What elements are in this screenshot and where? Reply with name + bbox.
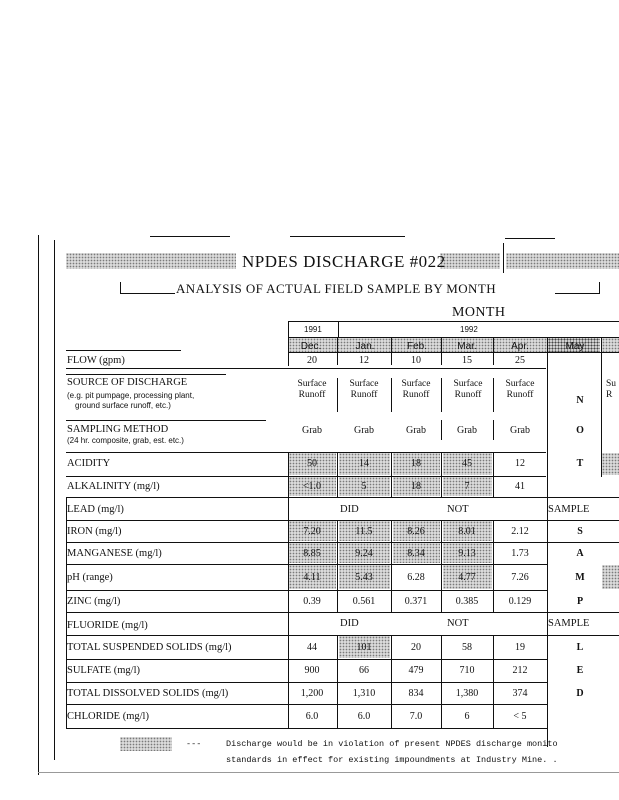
iron-value: 7.20	[303, 526, 321, 537]
acidity-value: 14	[359, 458, 369, 469]
row-label-tss: TOTAL SUSPENDED SOLIDS (mg/l)	[67, 642, 232, 653]
month-jan: Jan.	[355, 341, 375, 352]
chloride-value: 6.0	[305, 711, 319, 722]
row-label-fluoride: FLUORIDE (mg/l)	[67, 620, 148, 631]
tds-value: 834	[408, 688, 424, 699]
acidity-value: 45	[462, 458, 472, 469]
no-sample-letter: L	[576, 642, 584, 653]
row-label-sampling: SAMPLING METHOD	[67, 424, 169, 435]
chloride-value: 6	[464, 711, 470, 722]
row-label-tds: TOTAL DISSOLVED SOLIDS (mg/l)	[67, 688, 229, 699]
alkalinity-value: 18	[411, 481, 421, 492]
manganese-value: 8.34	[407, 548, 425, 559]
iron-value: 11.5	[355, 526, 373, 537]
tds-value: 1,310	[352, 688, 376, 699]
row-label-flow: FLOW (gpm)	[67, 355, 125, 366]
row-label-alkalinity: ALKALINITY (mg/l)	[67, 481, 160, 492]
fluoride-sample: SAMPLE	[548, 618, 590, 629]
iron-value: 8.26	[407, 526, 425, 537]
source-value: Surface Runoff	[297, 379, 327, 400]
row-label-chloride: CHLORIDE (mg/l)	[67, 711, 149, 722]
row-label-iron: IRON (mg/l)	[67, 526, 122, 537]
tds-value: 374	[512, 688, 528, 699]
sampling-value: Grab	[406, 425, 426, 436]
tds-value: 1,380	[455, 688, 479, 699]
row-label-lead: LEAD (mg/l)	[67, 504, 124, 515]
row-label-source: SOURCE OF DISCHARGE	[67, 377, 188, 388]
manganese-value: 9.24	[355, 548, 373, 559]
sampling-value: Grab	[510, 425, 530, 436]
source-value: Surface Runoff	[349, 379, 379, 400]
sulfate-value: 66	[359, 665, 369, 676]
sampling-value: Grab	[457, 425, 477, 436]
ph-value: 6.28	[407, 572, 425, 583]
source-value: Surface Runoff	[505, 379, 535, 400]
year-1992: 1992	[460, 325, 478, 334]
alkalinity-value: 5	[361, 481, 367, 492]
flow-value: 25	[515, 355, 525, 366]
lead-sample: SAMPLE	[548, 504, 590, 515]
row-label-manganese: MANGANESE (mg/l)	[67, 548, 162, 559]
source-value: Surface Runoff	[401, 379, 431, 400]
no-sample-letter: S	[577, 526, 583, 537]
tss-value: 20	[411, 642, 421, 653]
sulfate-value: 212	[512, 665, 528, 676]
sulfate-value: 900	[304, 665, 320, 676]
flow-value: 15	[462, 355, 472, 366]
ph-value: 5.43	[355, 572, 373, 583]
no-sample-letter: P	[576, 596, 584, 607]
year-1991: 1991	[304, 325, 322, 334]
source-sub2: ground surface runoff, etc.)	[75, 401, 171, 410]
flow-value: 12	[359, 355, 369, 366]
tss-value: 58	[462, 642, 472, 653]
alkalinity-value: <1.0	[302, 481, 322, 492]
month-apr: Apr.	[511, 341, 529, 352]
legend-line2: standards in effect for existing impoundments at Industry Mine. .	[226, 755, 558, 765]
ph-value: 7.26	[511, 572, 529, 583]
source-value-cut: Su R	[606, 379, 617, 400]
no-sample-letter: T	[576, 458, 584, 469]
chloride-value: 6.0	[357, 711, 371, 722]
source-sub1: (e.g. pit pumpage, processing plant,	[67, 391, 195, 400]
legend-line1: Discharge would be in violation of present NPDES discharge monito	[226, 739, 558, 749]
month-header: MONTH	[452, 305, 506, 320]
zinc-value: 0.385	[455, 596, 479, 607]
chloride-value: 7.0	[409, 711, 423, 722]
no-sample-letter: O	[576, 425, 584, 436]
row-label-acidity: ACIDITY	[67, 458, 111, 469]
no-sample-letter: M	[575, 572, 585, 583]
legend-dash: ---	[186, 739, 202, 749]
sampling-sub: (24 hr. composite, grab, est. etc.)	[67, 436, 184, 445]
lead-not: NOT	[447, 504, 469, 515]
sampling-value: Grab	[354, 425, 374, 436]
no-sample-letter: E	[576, 665, 584, 676]
ph-value: 4.77	[458, 572, 476, 583]
sulfate-value: 479	[408, 665, 424, 676]
zinc-value: 0.129	[508, 596, 532, 607]
fluoride-not: NOT	[447, 618, 469, 629]
acidity-value: 18	[411, 458, 421, 469]
no-sample-letter: D	[576, 688, 584, 699]
month-mar: Mar.	[457, 341, 477, 352]
fluoride-did: DID	[340, 618, 359, 629]
flow-value: 20	[307, 355, 317, 366]
manganese-value: 1.73	[511, 548, 529, 559]
no-sample-letter: A	[576, 548, 584, 559]
manganese-value: 9.13	[458, 548, 476, 559]
acidity-value: 12	[515, 458, 525, 469]
chloride-value: < 5	[513, 711, 527, 722]
zinc-value: 0.371	[404, 596, 428, 607]
month-feb: Feb.	[406, 341, 427, 352]
iron-value: 2.12	[511, 526, 529, 537]
sulfate-value: 710	[459, 665, 475, 676]
tss-value: 44	[307, 642, 317, 653]
month-may: May	[565, 341, 585, 352]
tss-value: 19	[515, 642, 525, 653]
flow-value: 10	[411, 355, 421, 366]
acidity-value: 50	[307, 458, 317, 469]
tss-value: 101	[356, 642, 372, 653]
alkalinity-value: 7	[464, 481, 470, 492]
zinc-value: 0.561	[352, 596, 376, 607]
row-label-zinc: ZINC (mg/l)	[67, 596, 121, 607]
source-value: Surface Runoff	[453, 379, 483, 400]
tds-value: 1,200	[300, 688, 324, 699]
page-subtitle: ANALYSIS OF ACTUAL FIELD SAMPLE BY MONTH	[176, 281, 496, 296]
iron-value: 8.01	[458, 526, 476, 537]
ph-value: 4.11	[303, 572, 321, 583]
sampling-value: Grab	[302, 425, 322, 436]
row-label-ph: pH (range)	[67, 572, 113, 583]
lead-did: DID	[340, 504, 359, 515]
row-label-sulfate: SULFATE (mg/l)	[67, 665, 141, 676]
month-dec: Dec.	[300, 341, 322, 352]
page-title: NPDES DISCHARGE #022	[242, 252, 446, 271]
no-sample-letter: N	[576, 395, 584, 406]
zinc-value: 0.39	[303, 596, 321, 607]
alkalinity-value: 41	[515, 481, 525, 492]
manganese-value: 8.85	[303, 548, 321, 559]
